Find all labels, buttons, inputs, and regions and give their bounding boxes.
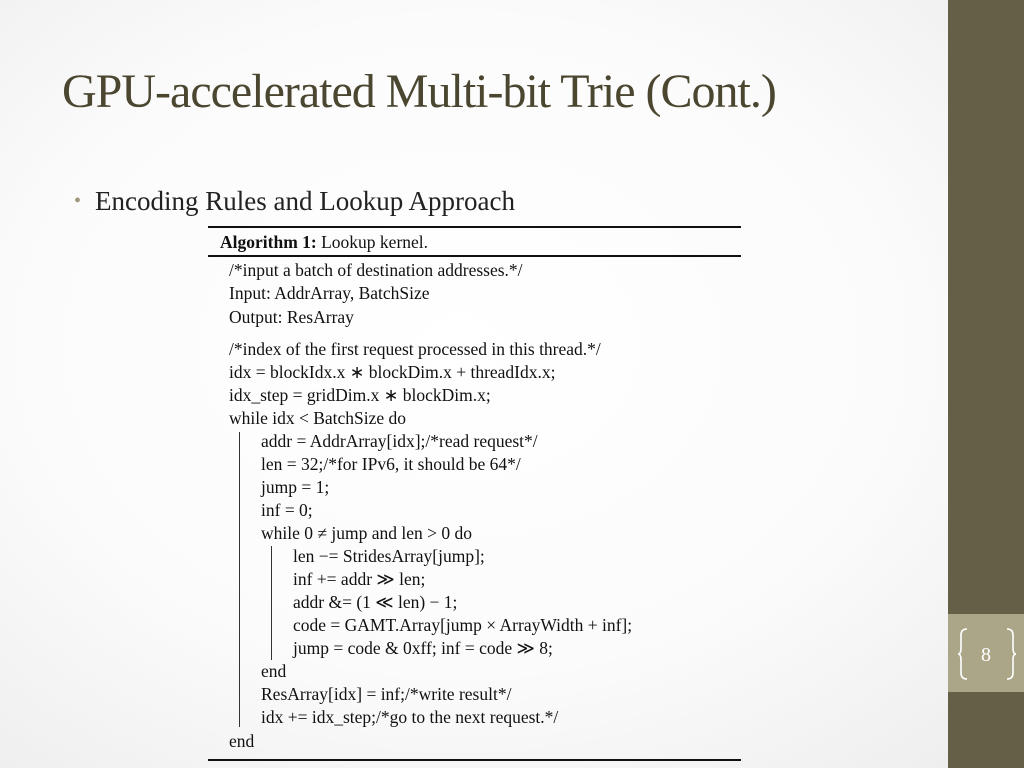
algorithm-line: /*index of the first request processed in this thread.*/ — [229, 339, 601, 359]
slide-title: GPU-accelerated Multi-bit Trie (Cont.) — [62, 65, 776, 118]
outer-while-block-rule — [239, 432, 240, 727]
bullet-item — [74, 186, 515, 217]
algorithm-line: inf += addr ≫ len; — [293, 569, 426, 589]
algorithm-label: Algorithm 1: — [220, 232, 317, 252]
inner-while-block-rule — [271, 546, 272, 660]
algorithm-line: idx += idx_step;/*go to the next request.*/ — [261, 707, 559, 727]
algorithm-line: end — [261, 661, 287, 681]
algorithm-line: len −= StridesArray[jump]; — [293, 546, 485, 566]
algorithm-line: inf = 0; — [261, 500, 313, 520]
algorithm-caption: Lookup kernel. — [321, 232, 429, 252]
algorithm-bottom-rule — [208, 759, 741, 761]
algorithm-header-rule — [208, 255, 741, 257]
page-number: 8 — [981, 644, 991, 666]
algorithm-line: jump = code & 0xff; inf = code ≫ 8; — [293, 638, 553, 658]
algorithm-line: while idx < BatchSize do — [229, 408, 407, 428]
algorithm-line: addr = AddrArray[idx];/*read request*/ — [261, 431, 538, 451]
algorithm-line: ResArray[idx] = inf;/*write result*/ — [261, 684, 512, 704]
algorithm-line: idx_step = gridDim.x ∗ blockDim.x; — [229, 385, 491, 405]
algorithm-header — [220, 232, 428, 253]
algorithm-line: addr &= (1 ≪ len) − 1; — [293, 592, 458, 612]
algorithm-line: while 0 ≠ jump and len > 0 do — [261, 523, 472, 543]
bullet-dot-icon: • — [74, 190, 82, 212]
bullet-text: Encoding Rules and Lookup Approach — [95, 186, 515, 216]
algorithm-line: len = 32;/*for IPv6, it should be 64*/ — [261, 454, 521, 474]
algorithm-line: idx = blockIdx.x ∗ blockDim.x + threadIdx.x; — [229, 362, 556, 382]
algorithm-line: jump = 1; — [261, 477, 330, 497]
algorithm-line: code = GAMT.Array[jump × ArrayWidth + inf]; — [293, 615, 633, 635]
algorithm-top-rule — [208, 226, 741, 228]
algorithm-line: Input: AddrArray, BatchSize — [229, 283, 430, 303]
algorithm-line: end — [229, 731, 255, 751]
algorithm-line: Output: ResArray — [229, 307, 354, 327]
algorithm-box — [208, 226, 741, 762]
algorithm-line: /*input a batch of destination addresses.*/ — [229, 260, 523, 280]
